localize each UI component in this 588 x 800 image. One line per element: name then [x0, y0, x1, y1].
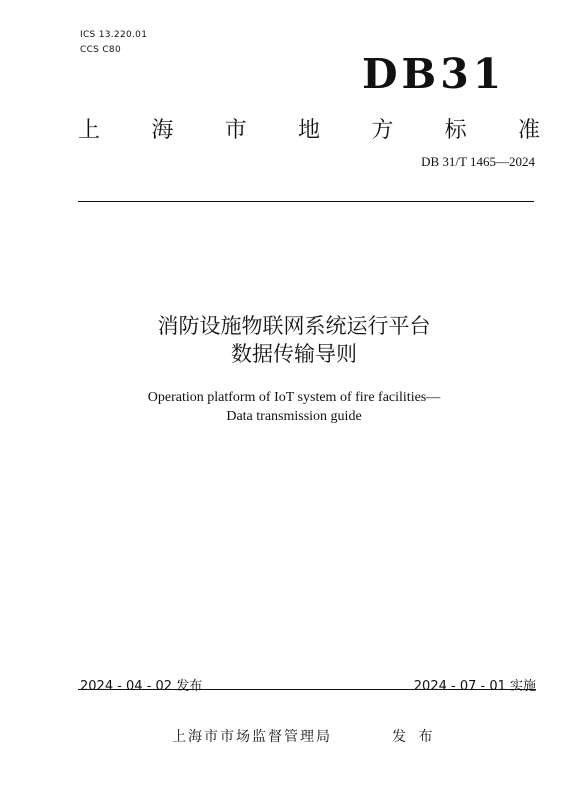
- title-zh-line-2: 数据传输导则: [231, 342, 357, 366]
- standard-type-char: 标: [444, 118, 467, 143]
- standard-type: [78, 113, 540, 144]
- standard-type-char: 海: [151, 118, 174, 143]
- issue-date: 2024 - 04 - 02 发布: [80, 679, 203, 694]
- standard-type-char: 准: [517, 118, 540, 143]
- title-zh-line-1: 消防设施物联网系统运行平台: [157, 314, 431, 338]
- ccs-code: CCS C80: [80, 45, 121, 55]
- publisher: 上海市市场监督管理局: [172, 729, 332, 745]
- title-en-line-2: Data transmission guide: [226, 409, 362, 424]
- standard-number: DB 31/T 1465—2024: [421, 154, 535, 169]
- publish-label: 发 布: [392, 729, 437, 745]
- standard-type-char: 方: [371, 118, 394, 143]
- top-divider: [78, 201, 534, 202]
- standard-type-char: 市: [224, 118, 247, 143]
- implementation-date: 2024 - 07 - 01 实施: [413, 679, 536, 694]
- ics-code: ICS 13.220.01: [80, 30, 148, 40]
- standard-type-char: 地: [297, 118, 320, 143]
- standard-code-mark: DB31: [362, 50, 506, 98]
- bottom-divider: [78, 689, 536, 690]
- standard-type-char: 上: [78, 118, 101, 143]
- title-en-line-1: Operation platform of IoT system of fire facilities—: [147, 390, 441, 405]
